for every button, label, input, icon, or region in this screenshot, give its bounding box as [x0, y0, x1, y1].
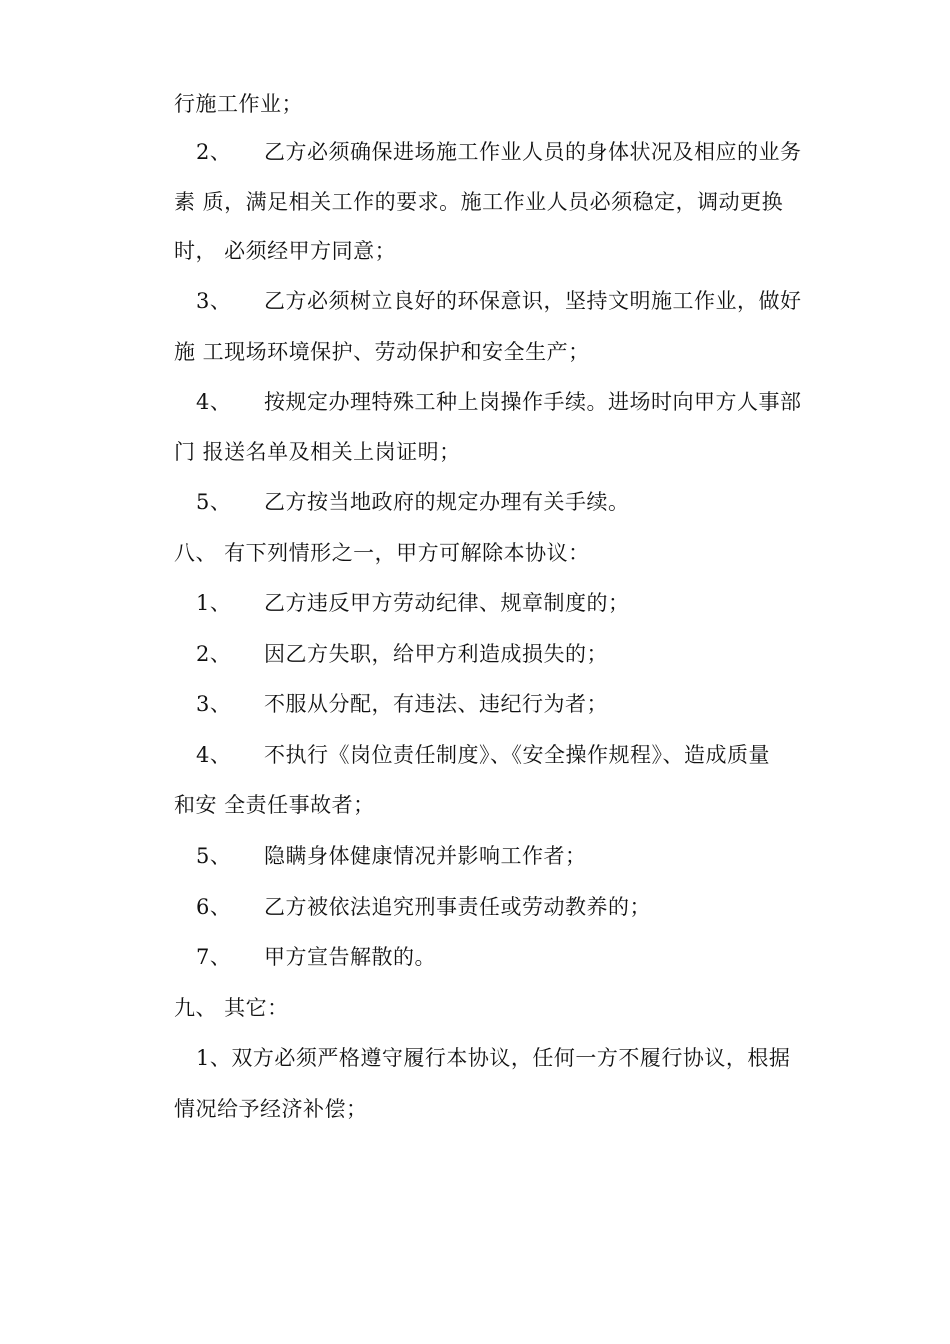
line-text: 乙方按当地政府的规定办理有关手续。 — [264, 490, 630, 514]
text-line — [174, 437, 834, 467]
list-item — [196, 387, 856, 417]
item-number: 6、 — [196, 895, 232, 919]
line-text: 素 质，满足相关工作的要求。施工作业人员必须稳定，调动更换 — [174, 190, 784, 214]
line-text: 1、双方必须严格遵守履行本协议，任何一方不履行协议，根据 — [196, 1046, 791, 1070]
line-text: 门 报送名单及相关上岗证明； — [174, 440, 461, 464]
list-item — [196, 689, 856, 719]
line-text: 八、 有下列情形之一，甲方可解除本协议： — [174, 541, 590, 565]
line-text: 情况给予经济补偿； — [174, 1097, 368, 1121]
line-text: 施 工现场环境保护、劳动保护和安全生产； — [174, 340, 590, 364]
line-text: 九、 其它： — [174, 996, 289, 1020]
line-text: 乙方被依法追究刑事责任或劳动教养的； — [264, 895, 651, 919]
text-line — [174, 337, 834, 367]
list-item — [196, 892, 856, 922]
line-text: 乙方必须树立良好的环保意识，坚持文明施工作业，做好 — [264, 289, 802, 313]
item-number: 3、 — [196, 289, 232, 313]
item-number: 4、 — [196, 390, 232, 414]
list-item — [196, 588, 856, 618]
section-heading — [174, 538, 834, 568]
section-heading — [174, 993, 834, 1023]
line-text: 因乙方失职，给甲方利造成损失的； — [264, 642, 608, 666]
line-text: 乙方违反甲方劳动纪律、规章制度的； — [264, 591, 630, 615]
line-text: 隐瞒身体健康情况并影响工作者； — [264, 844, 587, 868]
text-line — [174, 187, 834, 217]
item-number: 1、 — [196, 591, 232, 615]
list-item — [196, 487, 856, 517]
line-text: 乙方必须确保进场施工作业人员的身体状况及相应的业务 — [264, 140, 802, 164]
item-number: 3、 — [196, 692, 232, 716]
line-text: 行施工作业； — [174, 92, 303, 116]
line-text: 甲方宣告解散的。 — [264, 945, 436, 969]
list-item — [196, 942, 856, 972]
item-number: 4、 — [196, 743, 232, 767]
text-line — [174, 790, 834, 820]
text-line — [196, 1043, 856, 1073]
line-text: 按规定办理特殊工种上岗操作手续。进场时向甲方人事部 — [264, 390, 802, 414]
list-item — [196, 841, 856, 871]
text-line — [174, 236, 834, 266]
line-text: 和安 全责任事故者； — [174, 793, 375, 817]
item-number: 2、 — [196, 140, 232, 164]
line-text: 不服从分配，有违法、违纪行为者； — [264, 692, 608, 716]
text-line — [174, 1094, 834, 1124]
list-item — [196, 286, 856, 316]
line-text: 不执行《岗位责任制度》、《安全操作规程》、造成质量 — [264, 743, 770, 767]
list-item — [196, 740, 856, 770]
item-number: 5、 — [196, 490, 232, 514]
text-line — [174, 89, 834, 119]
item-number: 7、 — [196, 945, 232, 969]
list-item — [196, 137, 856, 167]
line-text: 时， 必须经甲方同意； — [174, 239, 397, 263]
item-number: 2、 — [196, 642, 232, 666]
item-number: 5、 — [196, 844, 232, 868]
list-item — [196, 639, 856, 669]
